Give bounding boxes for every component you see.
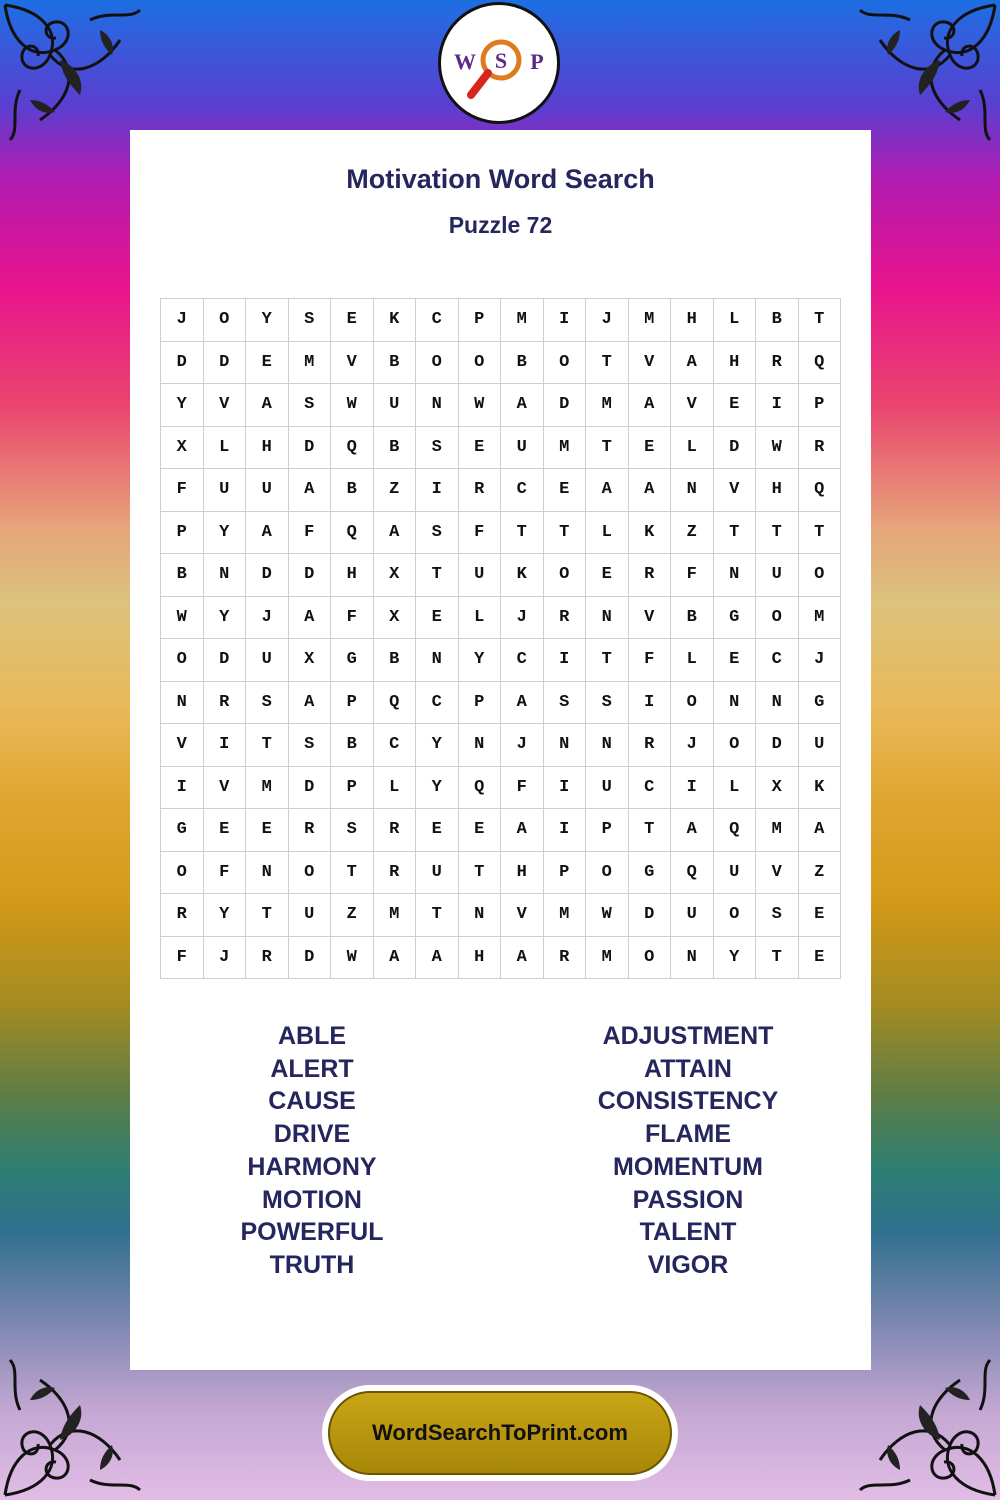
grid-cell[interactable]: O <box>544 342 587 385</box>
grid-cell[interactable]: F <box>161 469 204 512</box>
grid-cell[interactable]: I <box>204 724 247 767</box>
word-list-left <box>162 1020 462 1282</box>
grid-cell[interactable]: G <box>331 639 374 682</box>
ornament-corner-icon <box>0 0 150 150</box>
grid-cell[interactable]: D <box>289 937 332 980</box>
grid-cell[interactable]: E <box>799 937 842 980</box>
grid-cell[interactable]: A <box>289 682 332 725</box>
grid-cell[interactable]: Q <box>671 852 714 895</box>
grid-cell[interactable]: U <box>289 894 332 937</box>
grid-cell[interactable]: D <box>289 427 332 470</box>
grid-cell[interactable]: G <box>714 597 757 640</box>
grid-cell[interactable]: R <box>629 554 672 597</box>
grid-cell[interactable]: E <box>331 299 374 342</box>
grid-cell[interactable]: W <box>331 384 374 427</box>
grid-cell[interactable]: S <box>289 299 332 342</box>
word-list-item: MOTION <box>262 1185 362 1214</box>
site-logo[interactable] <box>438 2 560 124</box>
grid-cell[interactable]: T <box>246 894 289 937</box>
grid-cell[interactable]: P <box>459 299 502 342</box>
grid-cell[interactable]: U <box>246 639 289 682</box>
grid-cell[interactable]: E <box>586 554 629 597</box>
word-list-item: DRIVE <box>273 1120 351 1149</box>
grid-cell[interactable]: X <box>289 639 332 682</box>
word-list-item: TRUTH <box>269 1250 355 1279</box>
grid-cell[interactable]: T <box>799 299 842 342</box>
grid-cell[interactable]: O <box>586 852 629 895</box>
grid-cell[interactable]: O <box>289 852 332 895</box>
grid-cell[interactable]: U <box>756 554 799 597</box>
grid-cell[interactable]: X <box>374 597 417 640</box>
grid-cell[interactable]: H <box>756 469 799 512</box>
ornament-corner-icon <box>850 1350 1000 1500</box>
grid-cell[interactable]: O <box>671 682 714 725</box>
grid-cell[interactable]: V <box>161 724 204 767</box>
grid-cell[interactable]: U <box>246 469 289 512</box>
grid-cell[interactable]: D <box>756 724 799 767</box>
grid-cell[interactable]: J <box>204 937 247 980</box>
grid-cell[interactable]: A <box>629 469 672 512</box>
grid-cell[interactable]: F <box>501 767 544 810</box>
grid-cell[interactable]: A <box>586 469 629 512</box>
grid-cell[interactable]: I <box>544 299 587 342</box>
grid-cell[interactable]: R <box>756 342 799 385</box>
word-list-item: ATTAIN <box>644 1054 732 1083</box>
grid-cell[interactable]: L <box>714 767 757 810</box>
grid-cell[interactable]: L <box>671 639 714 682</box>
grid-cell[interactable]: D <box>161 342 204 385</box>
grid-cell[interactable]: Y <box>246 299 289 342</box>
grid-cell[interactable]: U <box>501 427 544 470</box>
grid-cell[interactable]: V <box>671 384 714 427</box>
grid-cell[interactable]: T <box>246 724 289 767</box>
grid-cell[interactable]: A <box>246 512 289 555</box>
grid-cell[interactable]: T <box>459 852 502 895</box>
grid-cell[interactable]: G <box>161 809 204 852</box>
grid-cell[interactable]: N <box>714 554 757 597</box>
grid-cell[interactable]: X <box>374 554 417 597</box>
grid-cell[interactable]: I <box>629 682 672 725</box>
grid-cell[interactable]: P <box>799 384 842 427</box>
grid-cell[interactable]: T <box>331 852 374 895</box>
grid-cell[interactable]: E <box>459 427 502 470</box>
grid-cell[interactable]: O <box>459 342 502 385</box>
grid-cell[interactable]: N <box>544 724 587 767</box>
grid-cell[interactable]: T <box>586 342 629 385</box>
grid-cell[interactable]: M <box>501 299 544 342</box>
grid-cell[interactable]: B <box>374 427 417 470</box>
grid-cell[interactable]: O <box>629 937 672 980</box>
grid-cell[interactable]: Z <box>331 894 374 937</box>
grid-cell[interactable]: P <box>586 809 629 852</box>
puzzle-sheet <box>130 130 871 1370</box>
grid-cell[interactable]: H <box>671 299 714 342</box>
grid-cell[interactable]: F <box>204 852 247 895</box>
grid-cell[interactable]: Y <box>204 597 247 640</box>
grid-cell[interactable]: C <box>501 469 544 512</box>
grid-cell[interactable]: D <box>629 894 672 937</box>
grid-cell[interactable]: T <box>756 512 799 555</box>
grid-cell[interactable]: A <box>629 384 672 427</box>
grid-cell[interactable]: N <box>756 682 799 725</box>
grid-cell[interactable]: D <box>289 554 332 597</box>
grid-cell[interactable]: P <box>161 512 204 555</box>
grid-cell[interactable]: E <box>416 597 459 640</box>
grid-cell[interactable]: N <box>246 852 289 895</box>
grid-cell[interactable]: J <box>501 724 544 767</box>
grid-cell[interactable]: T <box>756 937 799 980</box>
grid-cell[interactable]: P <box>331 682 374 725</box>
grid-cell[interactable]: K <box>799 767 842 810</box>
grid-cell[interactable]: D <box>544 384 587 427</box>
grid-cell[interactable]: T <box>629 809 672 852</box>
grid-cell[interactable]: P <box>544 852 587 895</box>
grid-cell[interactable]: B <box>756 299 799 342</box>
grid-cell[interactable]: M <box>246 767 289 810</box>
grid-cell[interactable]: A <box>416 937 459 980</box>
grid-cell[interactable]: O <box>416 342 459 385</box>
grid-cell[interactable]: O <box>756 597 799 640</box>
grid-cell[interactable]: R <box>374 809 417 852</box>
grid-cell[interactable]: A <box>501 809 544 852</box>
grid-cell[interactable]: L <box>714 299 757 342</box>
grid-cell[interactable]: S <box>544 682 587 725</box>
grid-cell[interactable]: L <box>374 767 417 810</box>
word-list-item: ADJUSTMENT <box>602 1022 774 1050</box>
grid-cell[interactable]: O <box>161 852 204 895</box>
grid-cell[interactable]: I <box>544 809 587 852</box>
grid-cell[interactable]: W <box>161 597 204 640</box>
grid-cell[interactable]: V <box>629 597 672 640</box>
grid-cell[interactable]: F <box>459 512 502 555</box>
grid-cell[interactable]: W <box>331 937 374 980</box>
grid-cell[interactable]: U <box>204 469 247 512</box>
grid-cell[interactable]: O <box>544 554 587 597</box>
grid-cell[interactable]: B <box>374 342 417 385</box>
grid-cell[interactable]: D <box>289 767 332 810</box>
grid-cell[interactable]: E <box>799 894 842 937</box>
grid-cell[interactable]: T <box>416 894 459 937</box>
grid-cell[interactable]: M <box>544 427 587 470</box>
word-list-item: CONSISTENCY <box>597 1087 779 1116</box>
grid-cell[interactable]: O <box>799 554 842 597</box>
logo-letter-s: S <box>494 48 508 73</box>
grid-cell[interactable]: A <box>799 809 842 852</box>
grid-cell[interactable]: M <box>586 937 629 980</box>
grid-cell[interactable]: I <box>544 639 587 682</box>
grid-cell[interactable]: L <box>459 597 502 640</box>
grid-cell[interactable]: T <box>714 512 757 555</box>
grid-cell[interactable]: D <box>714 427 757 470</box>
grid-cell[interactable]: Y <box>714 937 757 980</box>
word-list-item: HARMONY <box>247 1152 377 1181</box>
grid-cell[interactable]: S <box>586 682 629 725</box>
grid-cell[interactable]: R <box>204 682 247 725</box>
grid-cell[interactable]: U <box>799 724 842 767</box>
grid-cell[interactable]: M <box>289 342 332 385</box>
grid-cell[interactable]: E <box>246 809 289 852</box>
grid-cell[interactable]: G <box>799 682 842 725</box>
grid-cell[interactable]: M <box>544 894 587 937</box>
grid-cell[interactable]: N <box>671 937 714 980</box>
grid-cell[interactable]: W <box>586 894 629 937</box>
grid-cell[interactable]: N <box>459 724 502 767</box>
word-list-item: VIGOR <box>647 1250 729 1279</box>
site-link-button[interactable] <box>322 1385 678 1481</box>
word-list-item: FLAME <box>644 1120 732 1149</box>
grid-cell[interactable]: B <box>671 597 714 640</box>
page-title: Motivation Word Search <box>346 164 655 194</box>
grid-cell[interactable]: H <box>331 554 374 597</box>
grid-cell[interactable]: U <box>416 852 459 895</box>
grid-cell[interactable]: W <box>756 427 799 470</box>
grid-cell[interactable]: Z <box>671 512 714 555</box>
grid-cell[interactable]: O <box>204 299 247 342</box>
grid-cell[interactable]: V <box>501 894 544 937</box>
word-list-item: ALERT <box>270 1054 354 1083</box>
grid-cell[interactable]: M <box>629 299 672 342</box>
grid-cell[interactable]: A <box>501 384 544 427</box>
grid-cell[interactable]: U <box>714 852 757 895</box>
grid-cell[interactable]: X <box>161 427 204 470</box>
grid-cell[interactable]: R <box>629 724 672 767</box>
grid-cell[interactable]: F <box>629 639 672 682</box>
grid-cell[interactable]: E <box>416 809 459 852</box>
grid-cell[interactable]: D <box>204 342 247 385</box>
grid-cell[interactable]: U <box>586 767 629 810</box>
grid-cell[interactable]: A <box>501 937 544 980</box>
grid-cell[interactable]: P <box>331 767 374 810</box>
grid-cell[interactable]: I <box>416 469 459 512</box>
grid-cell[interactable]: P <box>459 682 502 725</box>
magnifier-icon <box>441 5 557 121</box>
grid-cell[interactable]: M <box>756 809 799 852</box>
grid-cell[interactable]: Q <box>799 469 842 512</box>
grid-cell[interactable]: X <box>756 767 799 810</box>
word-list-item: TALENT <box>639 1218 737 1247</box>
grid-cell[interactable]: C <box>629 767 672 810</box>
grid-cell[interactable]: Z <box>374 469 417 512</box>
grid-cell[interactable]: Y <box>416 767 459 810</box>
grid-cell[interactable]: M <box>586 384 629 427</box>
grid-cell[interactable]: T <box>586 427 629 470</box>
grid-cell[interactable]: Q <box>331 427 374 470</box>
grid-cell[interactable]: T <box>586 639 629 682</box>
ornament-corner-icon <box>0 1350 150 1500</box>
grid-cell[interactable]: S <box>289 724 332 767</box>
grid-cell[interactable]: Q <box>374 682 417 725</box>
grid-cell[interactable]: V <box>331 342 374 385</box>
grid-cell[interactable]: R <box>246 937 289 980</box>
grid-cell[interactable]: F <box>161 937 204 980</box>
word-list-item: MOMENTUM <box>613 1152 763 1181</box>
grid-cell[interactable]: E <box>544 469 587 512</box>
ornament-corner-icon <box>850 0 1000 150</box>
grid-cell[interactable]: A <box>374 937 417 980</box>
grid-cell[interactable]: N <box>459 894 502 937</box>
grid-cell[interactable]: G <box>629 852 672 895</box>
word-list-item: POWERFUL <box>240 1218 384 1247</box>
grid-cell[interactable]: L <box>586 512 629 555</box>
grid-cell[interactable]: Q <box>714 809 757 852</box>
grid-cell[interactable]: U <box>459 554 502 597</box>
grid-cell[interactable]: N <box>586 597 629 640</box>
grid-cell[interactable]: E <box>714 384 757 427</box>
grid-cell[interactable]: C <box>374 724 417 767</box>
word-list-item: PASSION <box>632 1185 744 1214</box>
grid-cell[interactable]: H <box>459 937 502 980</box>
grid-cell[interactable]: B <box>374 639 417 682</box>
grid-cell[interactable]: M <box>799 597 842 640</box>
letter-grid <box>160 298 841 979</box>
grid-cell[interactable]: N <box>161 682 204 725</box>
grid-cell[interactable]: O <box>161 639 204 682</box>
grid-cell[interactable]: Y <box>161 384 204 427</box>
grid-cell[interactable]: R <box>459 469 502 512</box>
grid-cell[interactable]: B <box>161 554 204 597</box>
word-list-right <box>538 1020 838 1282</box>
grid-cell[interactable]: S <box>331 809 374 852</box>
grid-cell[interactable]: S <box>289 384 332 427</box>
grid-cell[interactable]: R <box>289 809 332 852</box>
grid-cell[interactable]: V <box>756 852 799 895</box>
grid-cell[interactable]: T <box>799 512 842 555</box>
grid-cell[interactable]: Y <box>459 639 502 682</box>
grid-cell[interactable]: A <box>374 512 417 555</box>
grid-cell[interactable]: J <box>246 597 289 640</box>
grid-cell[interactable]: N <box>671 469 714 512</box>
grid-cell[interactable]: V <box>714 469 757 512</box>
grid-cell[interactable]: J <box>161 299 204 342</box>
grid-cell[interactable]: V <box>204 767 247 810</box>
grid-cell[interactable]: B <box>331 724 374 767</box>
grid-cell[interactable]: R <box>544 597 587 640</box>
grid-cell[interactable]: B <box>501 342 544 385</box>
grid-cell[interactable]: A <box>289 597 332 640</box>
grid-cell[interactable]: V <box>629 342 672 385</box>
grid-cell[interactable]: N <box>416 384 459 427</box>
grid-cell[interactable]: E <box>714 639 757 682</box>
grid-cell[interactable]: R <box>161 894 204 937</box>
grid-cell[interactable]: J <box>799 639 842 682</box>
grid-cell[interactable]: F <box>671 554 714 597</box>
grid-cell[interactable]: V <box>204 384 247 427</box>
grid-cell[interactable]: K <box>374 299 417 342</box>
grid-cell[interactable]: B <box>331 469 374 512</box>
grid-cell[interactable]: E <box>629 427 672 470</box>
grid-cell[interactable]: C <box>416 682 459 725</box>
grid-cell[interactable]: F <box>331 597 374 640</box>
grid-cell[interactable]: Y <box>204 894 247 937</box>
grid-cell[interactable]: T <box>501 512 544 555</box>
grid-cell[interactable]: Q <box>331 512 374 555</box>
grid-cell[interactable]: A <box>501 682 544 725</box>
grid-cell[interactable]: R <box>799 427 842 470</box>
site-link-label: WordSearchToPrint.com <box>328 1391 672 1475</box>
grid-cell[interactable]: Y <box>204 512 247 555</box>
grid-cell[interactable]: N <box>586 724 629 767</box>
grid-cell[interactable]: N <box>714 682 757 725</box>
grid-cell[interactable]: Y <box>416 724 459 767</box>
grid-cell[interactable]: I <box>161 767 204 810</box>
grid-cell[interactable]: O <box>714 894 757 937</box>
grid-cell[interactable]: L <box>671 427 714 470</box>
grid-cell[interactable]: R <box>374 852 417 895</box>
logo-letter-p: P <box>530 49 544 74</box>
grid-cell[interactable]: H <box>246 427 289 470</box>
grid-cell[interactable]: D <box>246 554 289 597</box>
word-list-item: CAUSE <box>268 1087 356 1116</box>
grid-cell[interactable]: W <box>459 384 502 427</box>
grid-cell[interactable]: S <box>416 427 459 470</box>
grid-cell[interactable]: I <box>544 767 587 810</box>
grid-cell[interactable]: J <box>586 299 629 342</box>
grid-cell[interactable]: T <box>416 554 459 597</box>
grid-cell[interactable]: C <box>756 639 799 682</box>
grid-cell[interactable]: R <box>544 937 587 980</box>
grid-cell[interactable]: J <box>671 724 714 767</box>
grid-cell[interactable]: I <box>671 767 714 810</box>
grid-cell[interactable]: A <box>246 384 289 427</box>
grid-cell[interactable]: A <box>671 342 714 385</box>
grid-cell[interactable]: A <box>671 809 714 852</box>
grid-cell[interactable]: E <box>204 809 247 852</box>
grid-cell[interactable]: C <box>501 639 544 682</box>
grid-cell[interactable]: A <box>289 469 332 512</box>
logo-letter-w: W <box>454 49 476 74</box>
grid-cell[interactable]: S <box>416 512 459 555</box>
grid-cell[interactable]: O <box>714 724 757 767</box>
grid-cell[interactable]: U <box>671 894 714 937</box>
grid-cell[interactable]: S <box>756 894 799 937</box>
grid-cell[interactable]: N <box>204 554 247 597</box>
grid-cell[interactable]: Z <box>799 852 842 895</box>
grid-cell[interactable]: K <box>629 512 672 555</box>
grid-cell[interactable]: H <box>714 342 757 385</box>
grid-cell[interactable]: L <box>204 427 247 470</box>
grid-cell[interactable]: Q <box>799 342 842 385</box>
grid-cell[interactable]: J <box>501 597 544 640</box>
grid-cell[interactable]: T <box>544 512 587 555</box>
grid-cell[interactable]: I <box>756 384 799 427</box>
grid-cell[interactable]: E <box>459 809 502 852</box>
grid-cell[interactable]: H <box>501 852 544 895</box>
word-list-item: ABLE <box>277 1022 347 1050</box>
grid-cell[interactable]: Q <box>459 767 502 810</box>
puzzle-number: Puzzle 72 <box>448 212 553 238</box>
grid-cell[interactable]: U <box>374 384 417 427</box>
grid-cell[interactable]: K <box>501 554 544 597</box>
grid-cell[interactable]: F <box>289 512 332 555</box>
grid-cell[interactable]: N <box>416 639 459 682</box>
grid-cell[interactable]: M <box>374 894 417 937</box>
grid-cell[interactable]: C <box>416 299 459 342</box>
grid-cell[interactable]: S <box>246 682 289 725</box>
grid-cell[interactable]: D <box>204 639 247 682</box>
grid-cell[interactable]: E <box>246 342 289 385</box>
